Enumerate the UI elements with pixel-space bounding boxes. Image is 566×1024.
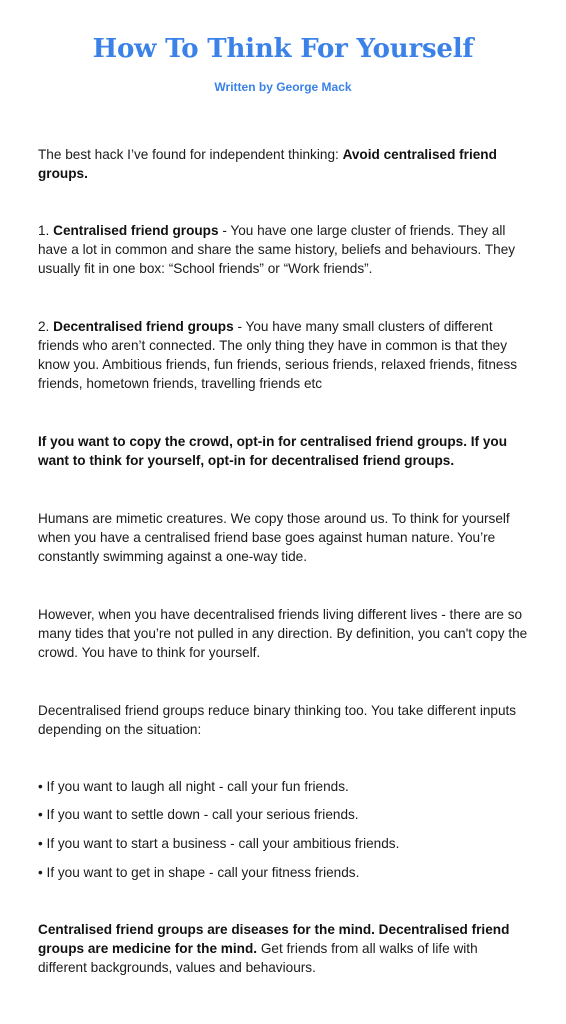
tides-text: However, when you have decentralised friends living different lives - there are so many tides that you’re not pulled in any direction. By definition, you can't copy the crowd. You have to think for yourself. [38, 607, 528, 660]
centralised-heading: Centralised friend groups [53, 223, 223, 238]
mimetic-paragraph [38, 509, 530, 566]
list-item: • If you want to get in shape - call your fitness friends. [38, 865, 360, 880]
crowd-bold: If you want to copy the crowd, opt-in for centralised friend groups. If you want to think for yourself, opt-in for decentralised friend groups. [38, 434, 508, 468]
centralised-number: 1. [38, 223, 54, 238]
crowd-paragraph [38, 432, 530, 470]
conclusion-bold: Centralised friend groups are diseases for the mind. Decentralised friend groups are medicine for the mind. [38, 922, 510, 956]
mimetic-text: Humans are mimetic creatures. We copy those around us. To think for yourself when you have a centralised friend base goes against human nature. You’re constantly swimming against a one-way tide. [38, 511, 510, 564]
intro-paragraph [38, 145, 530, 183]
list-item: • If you want to laugh all night - call your fun friends. [38, 779, 349, 794]
intro-text: The best hack I’ve found for independent thinking: [38, 147, 343, 162]
list-item: • If you want to settle down - call your serious friends. [38, 807, 359, 822]
list-item: • If you want to start a business - call your ambitious friends. [38, 836, 400, 851]
decentralised-heading: Decentralised friend groups [53, 319, 234, 334]
binary-text: Decentralised friend groups reduce binary thinking too. You take different inputs depending on the situation: [38, 703, 517, 737]
decentralised-text: - You have many small clusters of different friends who aren’t connected. The only thing they have in common is that they know you. Ambitious friends, fun friends, serious friends, relaxed friends, fitness friends, hometown friends, travelling friends etc [38, 319, 518, 391]
decentralised-number: 2. [38, 319, 54, 334]
tides-paragraph [38, 605, 530, 662]
author-byline: Written by George Mack [214, 80, 352, 94]
conclusion-text: Get friends from all walks of life with different backgrounds, values and behaviours. [38, 941, 478, 975]
binary-paragraph [38, 701, 530, 739]
decentralised-paragraph [38, 317, 530, 393]
centralised-text: - You have one large cluster of friends. They all have a lot in common and share the same history, beliefs and behaviours. They usually fit in one box: “School friends” or “Work friends”. [38, 223, 516, 276]
intro-bold: Avoid centralised friend groups. [38, 147, 497, 181]
page-title: How To Think For Yourself [92, 34, 474, 64]
conclusion-paragraph [38, 920, 530, 977]
centralised-paragraph [38, 221, 530, 278]
